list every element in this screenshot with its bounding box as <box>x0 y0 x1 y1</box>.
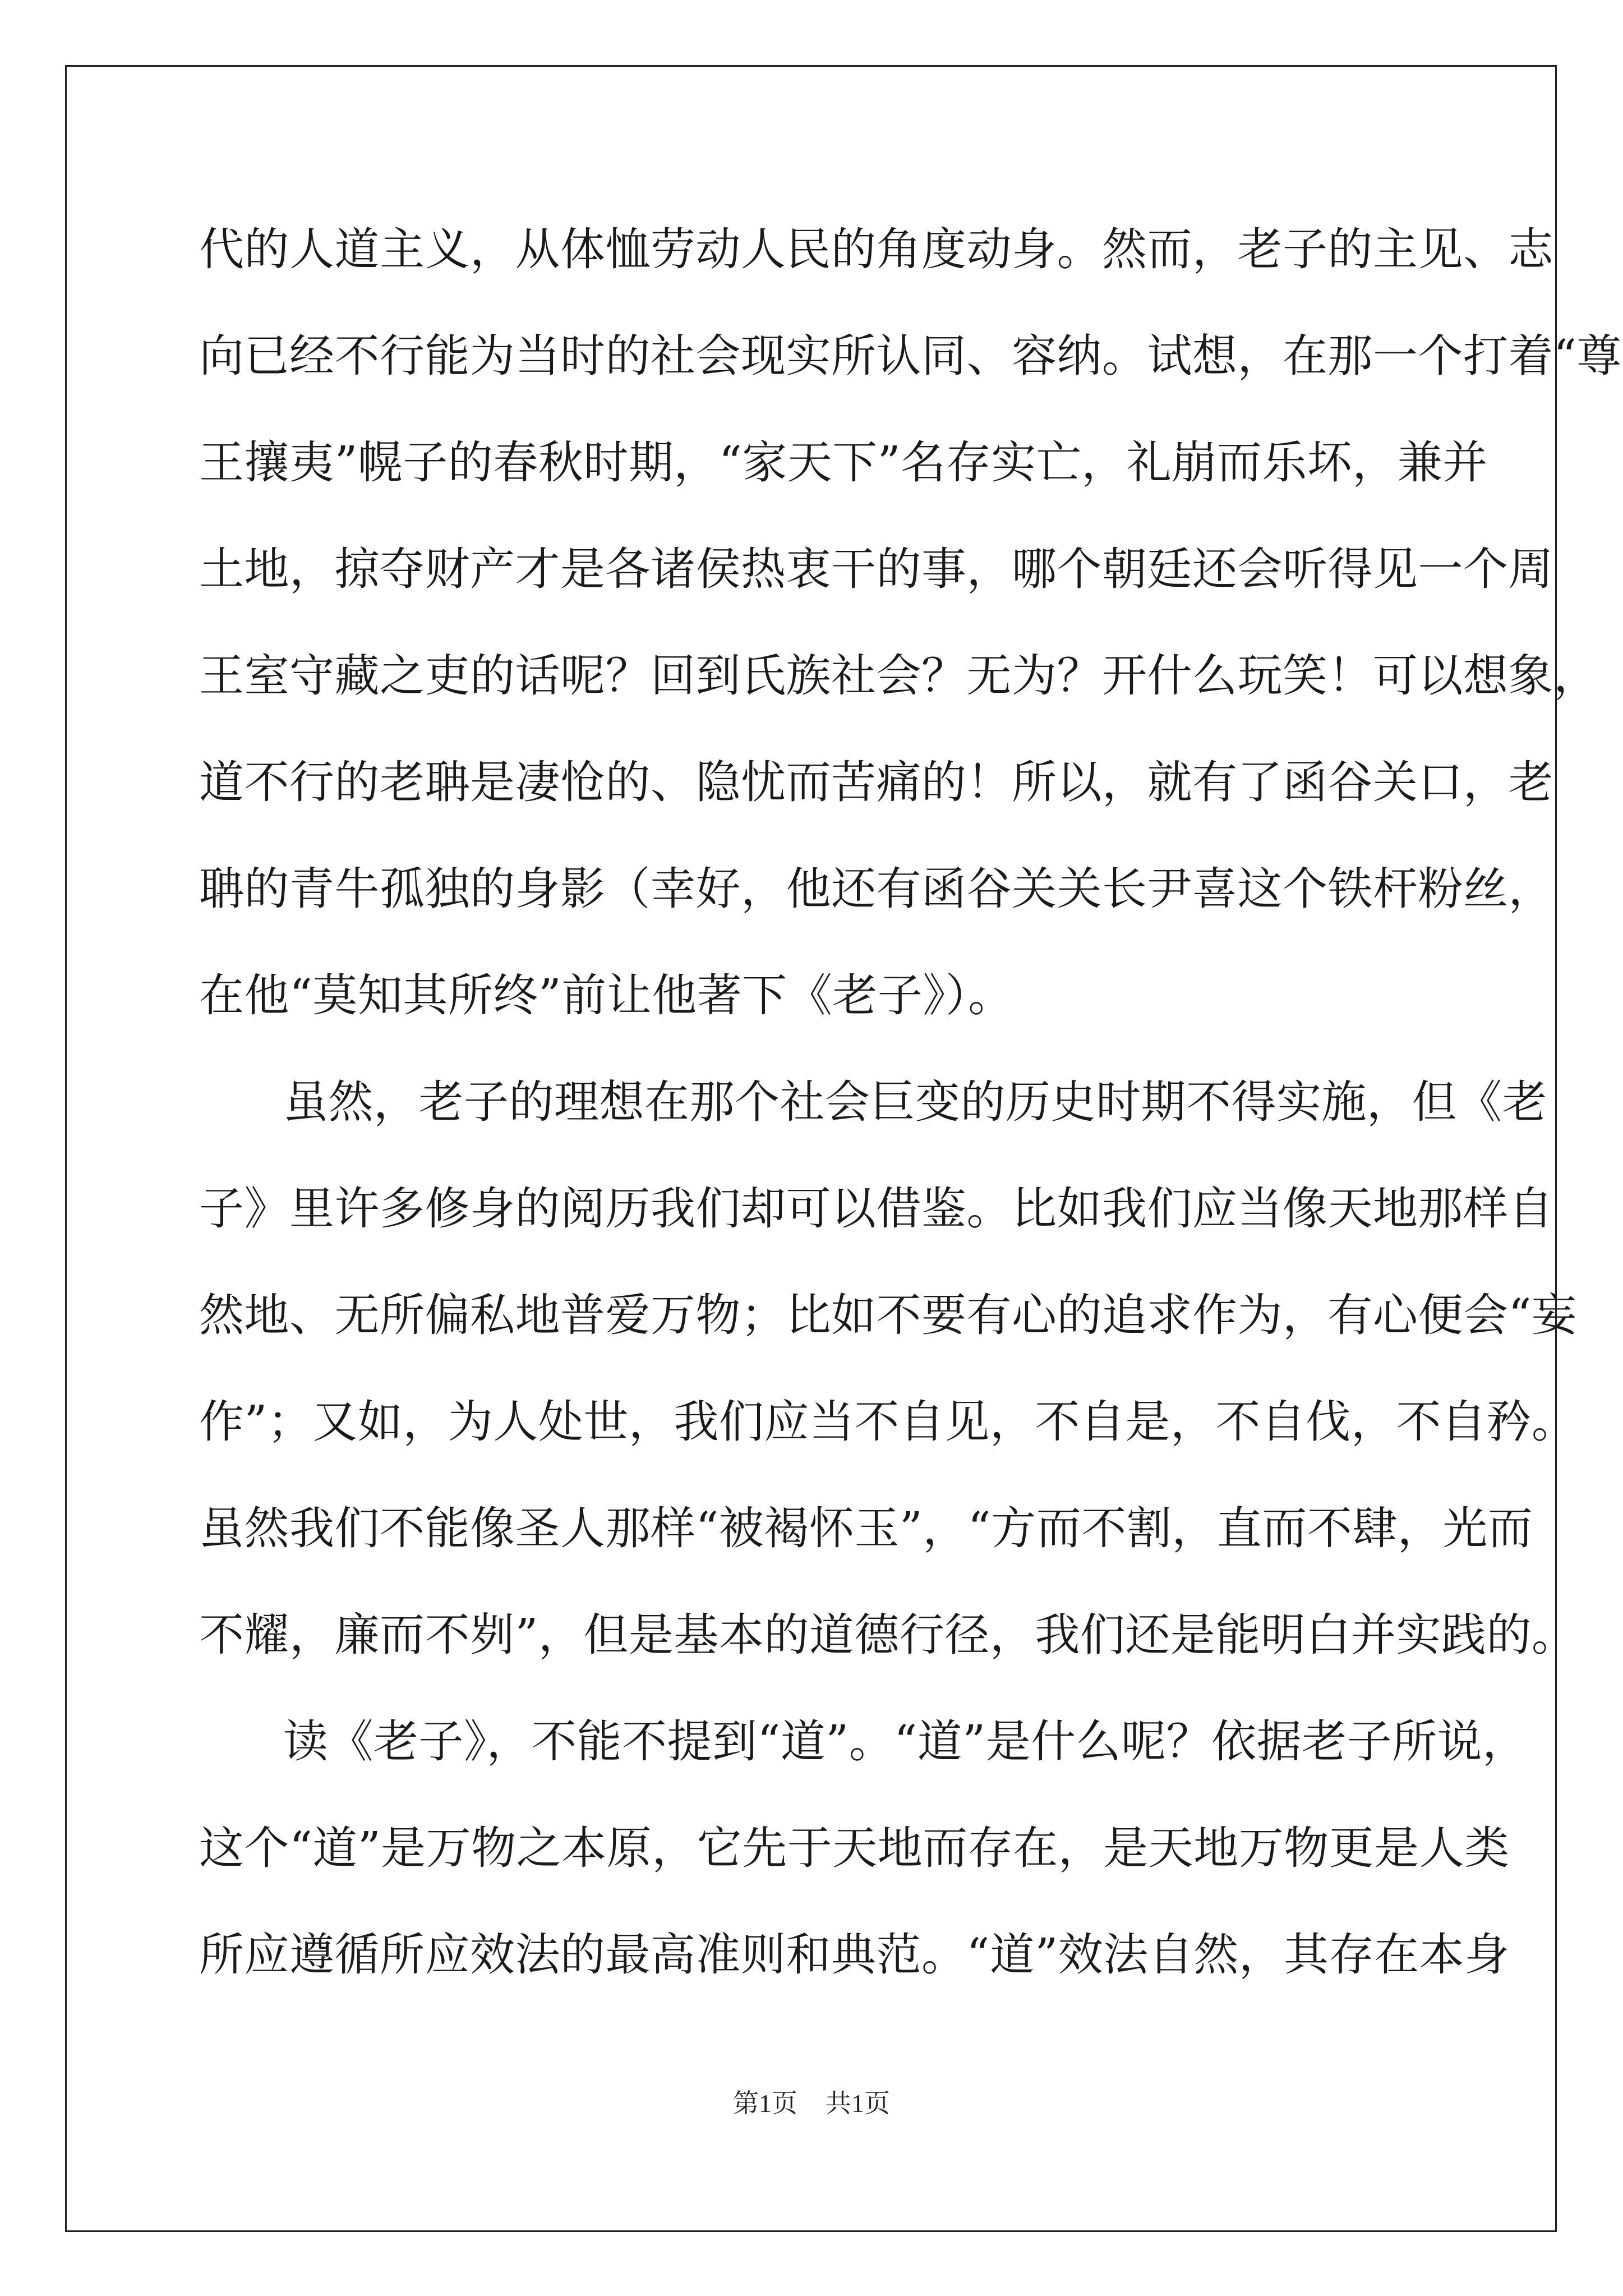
text-line: 这个“道”是万物之本原，它先于天地而存在，是天地万物更是人类 <box>199 1822 1510 1874</box>
paragraph-first-line: 读《老子》，不能不提到“道”。“道”是什么呢？依据老子所说， <box>283 1715 1528 1768</box>
text-line: 然地、无所偏私地普爱万物；比如不要有心的追求作为，有心便会“妄 <box>199 1289 1577 1341</box>
text-line: 向已经不行能为当时的社会现实所认同、容纳。试想，在那一个打着“尊 <box>199 330 1622 382</box>
text-line: 在他“莫知其所终”前让他著下《老子》）。 <box>199 969 1013 1022</box>
text-line: 所应遵循所应效法的最高准则和典范。“道”效法自然，其存在本身 <box>199 1929 1510 1981</box>
document-body <box>199 208 1622 2019</box>
text-line: 不耀，廉而不刿”，但是基本的道德行径，我们还是能明白并实践的。 <box>199 1609 1577 1661</box>
text-line: 道不行的老聃是凄怆的、隐忧而苦痛的！所以，就有了函谷关口，老 <box>199 756 1553 808</box>
text-line: 王室守藏之吏的话呢？回到氏族社会？无为？开什么玩笑！可以想象， <box>199 650 1599 702</box>
text-line: 聃的青牛孤独的身影（幸好，他还有函谷关关长尹喜这个铁杆粉丝， <box>199 863 1553 915</box>
page-footer <box>0 2087 1623 2120</box>
text-line: 代的人道主义，从体恤劳动人民的角度动身。然而，老子的主见、志 <box>199 223 1553 275</box>
page-count: 共1页 <box>826 2089 890 2118</box>
page-number: 第1页 <box>733 2089 797 2118</box>
paragraph-first-line: 虽然，老子的理想在那个社会巨变的历史时期不得实施，但《老 <box>283 1076 1547 1128</box>
text-line: 土地，掠夺财产才是各诸侯热衷干的事，哪个朝廷还会听得见一个周 <box>199 543 1553 595</box>
text-line: 王攘夷”幌子的春秋时期，“家天下”名存实亡，礼崩而乐坏，兼并 <box>199 436 1488 489</box>
text-line: 作”；又如，为人处世，我们应当不自见，不自是，不自伐，不自矜。 <box>199 1396 1577 1448</box>
text-line: 子》里许多修身的阅历我们却可以借鉴。比如我们应当像天地那样自 <box>199 1182 1553 1235</box>
text-line: 虽然我们不能像圣人那样“被褐怀玉”，“方而不割，直而不肆，光而 <box>199 1502 1533 1554</box>
